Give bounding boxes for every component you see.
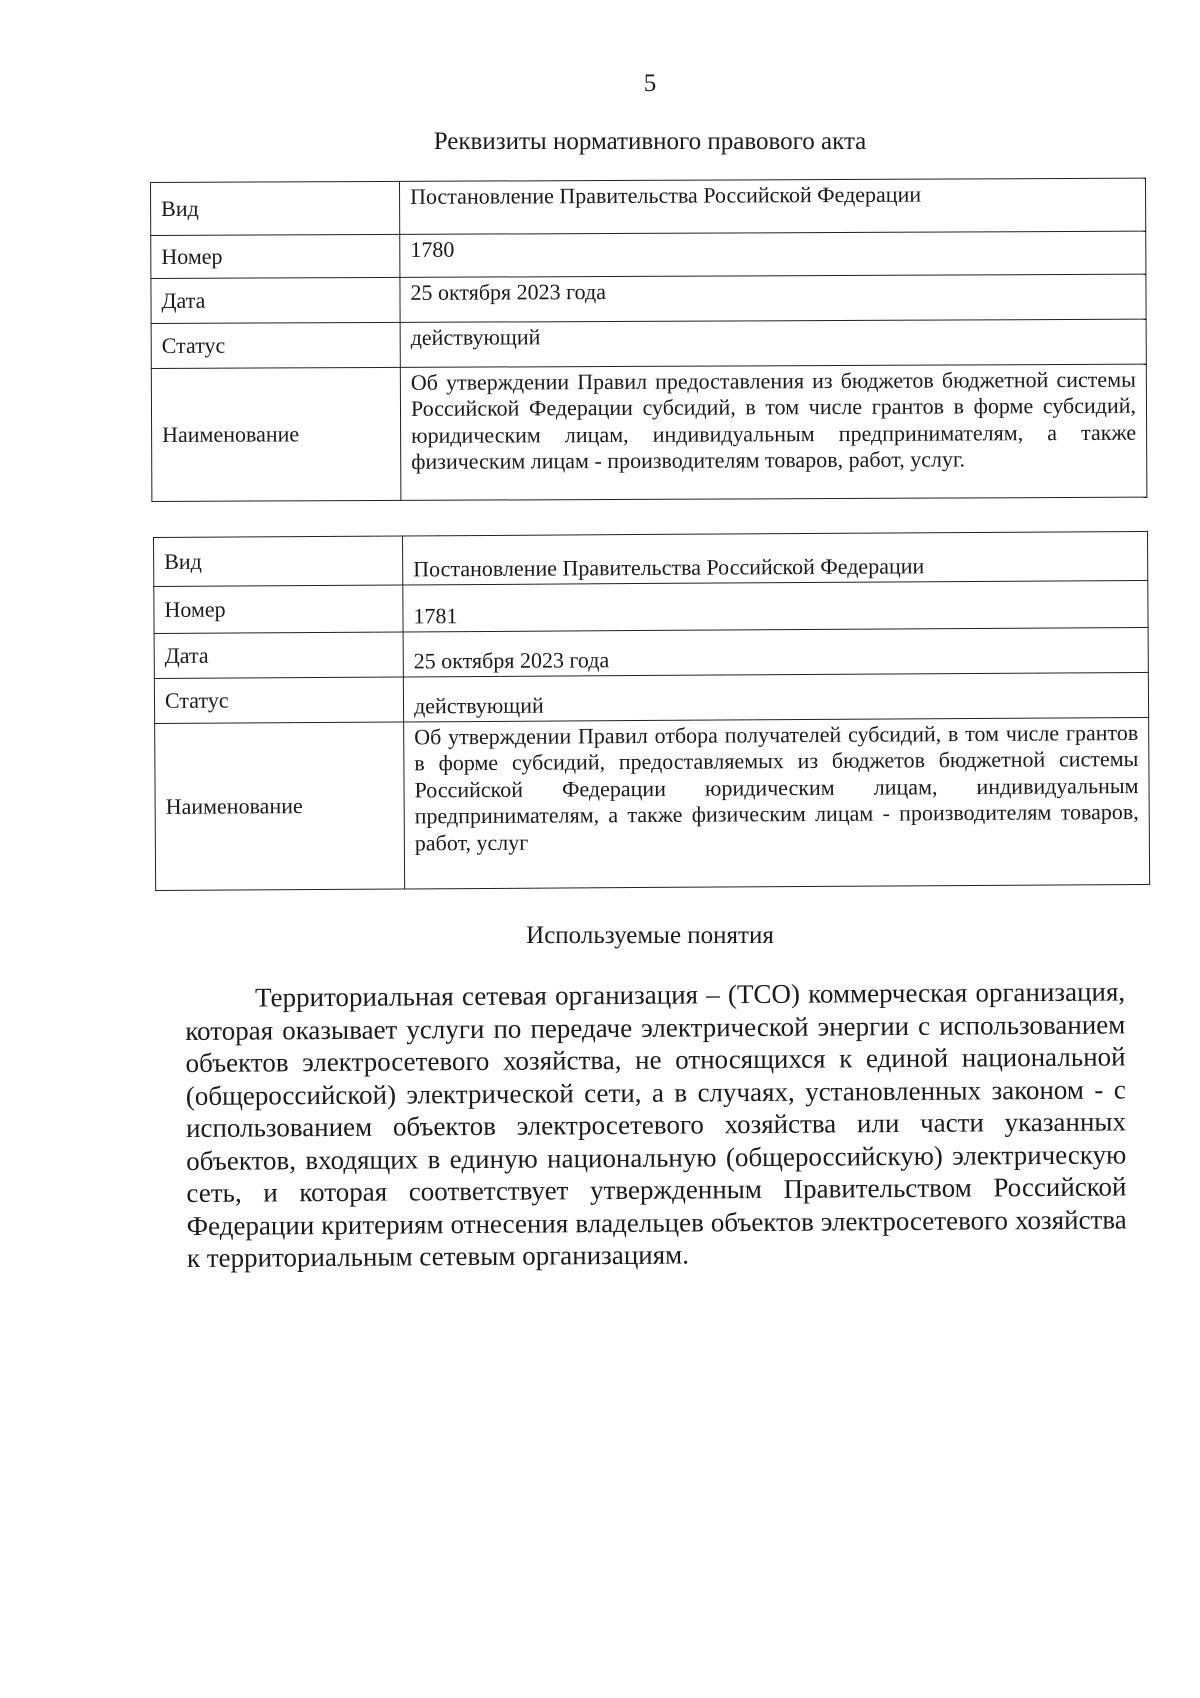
- date-value: 25 октября 2023 года: [403, 627, 1148, 677]
- requisites-title: Реквизиты нормативного правового акта: [433, 128, 867, 155]
- table-row: [154, 672, 1148, 723]
- name-value: Об утверждении Правил отбора получателей субсидий, в том числе грантов в форме субсидий, предоставляемых из бюджетов бюджетной системы Российской Федерации юридическим лицам, индивидуальным предпринимателям, а также физическим лицам - производителям товаров, работ, услуг: [404, 717, 1150, 889]
- type-value: Постановление Правительства Российской Федерации: [399, 178, 1145, 234]
- act-requisites-table-2: [153, 531, 1150, 891]
- status-value: действующий: [400, 319, 1146, 367]
- type-value: Постановление Правительства Российской Федерации: [402, 531, 1147, 585]
- table-row: [154, 531, 1148, 586]
- tso-definition-paragraph: Территориальная сетевая организация – (ТСО) коммерческая организация, которая оказывает услуги по передаче электрической энергии с использованием объектов электросетевого хозяйства, не относящихся к единой национальной (общероссийской) электрической сети, а в случаях, установленных законом - с использованием объектов электросетевого хозяйства или части указанных объектов, входящих в единую национальную (общероссийскую) электрическую сеть, и которая соответствует утвержденным Правительством Российской Федерации критериям отнесения владельцев объектов электросетевого хозяйства к территориальным сетевым организациям.: [185, 976, 1127, 1273]
- table-row: [151, 364, 1147, 501]
- name-label: Наименование: [155, 722, 405, 891]
- type-label: Вид: [151, 181, 400, 235]
- status-value: действующий: [403, 672, 1148, 722]
- name-label: Наименование: [151, 367, 401, 501]
- table-row: [155, 717, 1150, 890]
- number-label: Номер: [151, 234, 400, 278]
- date-value: 25 октября 2023 года: [400, 274, 1146, 322]
- table-row: [151, 231, 1146, 278]
- table-row: [154, 580, 1148, 633]
- date-label: Дата: [151, 277, 400, 323]
- concepts-title: Используемые понятия: [526, 922, 774, 949]
- number-value: 1781: [403, 580, 1148, 632]
- name-value: Об утверждении Правил предоставления из бюджетов бюджетной системы Российской Федерации субсидий, в том числе грантов в форме субсидий, юридическим лицам, индивидуальным предпринимателям, а также физическим лицам - производителям товаров, работ, услуг.: [400, 364, 1147, 500]
- table-row: [151, 274, 1146, 323]
- table-row: [151, 319, 1146, 368]
- table-row: [154, 627, 1148, 678]
- act-requisites-table-1: [150, 178, 1147, 502]
- status-label: Статус: [151, 322, 400, 368]
- status-label: Статус: [154, 677, 403, 724]
- table-row: [151, 178, 1146, 235]
- page-number: 5: [643, 70, 657, 97]
- number-label: Номер: [154, 585, 403, 634]
- number-value: 1780: [400, 231, 1146, 277]
- date-label: Дата: [154, 632, 403, 679]
- type-label: Вид: [154, 536, 403, 587]
